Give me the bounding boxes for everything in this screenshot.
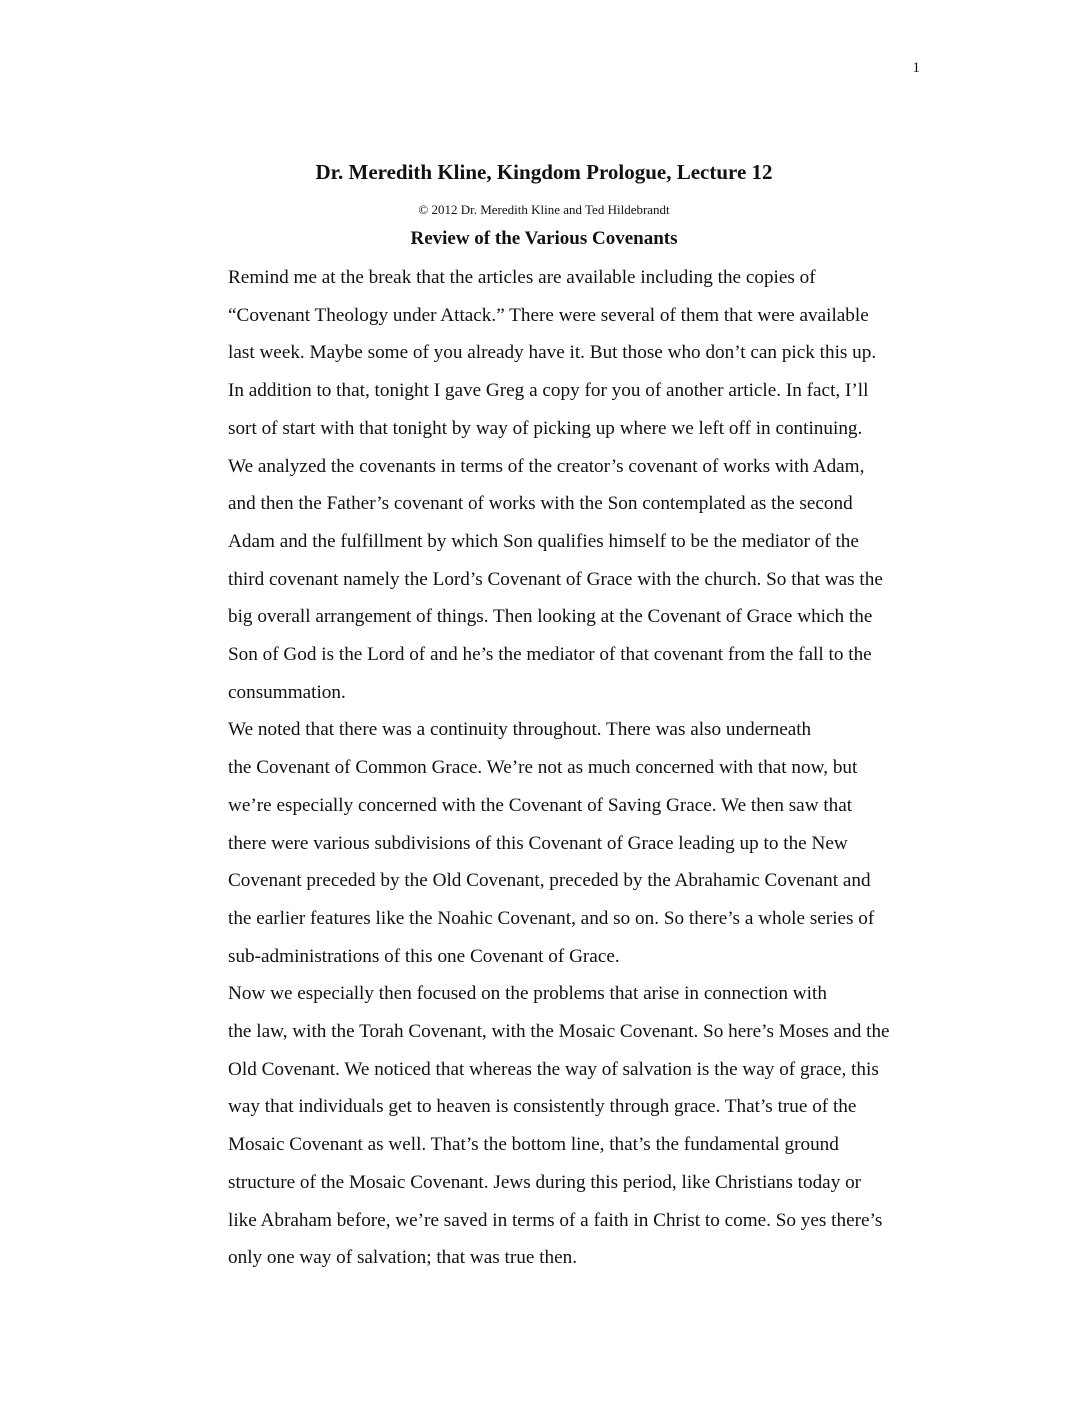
- text-line: the Covenant of Common Grace. We’re not as much concerned with that now, but: [228, 757, 858, 779]
- body-text: [167, 259, 927, 1277]
- text-line: there were various subdivisions of this Covenant of Grace leading up to the New: [228, 832, 848, 854]
- text-line: sort of start with that tonight by way of picking up where we left off in continuing.: [228, 417, 863, 439]
- text-line: Old Covenant. We noticed that whereas the way of salvation is the way of grace, this: [228, 1058, 879, 1080]
- copyright-notice: © 2012 Dr. Meredith Kline and Ted Hildebrandt: [418, 202, 670, 217]
- text-line: sub-administrations of this one Covenant of Grace.: [228, 945, 620, 967]
- text-line: and then the Father’s covenant of works with the Son contemplated as the second: [228, 493, 853, 515]
- text-line: structure of the Mosaic Covenant. Jews during this period, like Christians today or: [228, 1171, 862, 1193]
- text-line: In addition to that, tonight I gave Greg a copy for you of another article. In fact, I’ll: [228, 380, 869, 402]
- paragraph: [167, 975, 927, 1277]
- section-subtitle: Review of the Various Covenants: [410, 228, 678, 249]
- text-line: the earlier features like the Noahic Covenant, and so on. So there’s a whole series of: [228, 907, 875, 929]
- text-line: Mosaic Covenant as well. That’s the bottom line, that’s the fundamental ground: [228, 1134, 839, 1156]
- text-line: Son of God is the Lord of and he’s the mediator of that covenant from the fall to the: [228, 644, 872, 666]
- text-line: like Abraham before, we’re saved in terms of a faith in Christ to come. So yes there’s: [228, 1209, 883, 1231]
- text-line: consummation.: [228, 681, 346, 703]
- text-line: the law, with the Torah Covenant, with the Mosaic Covenant. So here’s Moses and the: [228, 1021, 890, 1043]
- text-line: third covenant namely the Lord’s Covenant of Grace with the church. So that was the: [228, 568, 883, 590]
- text-line: big overall arrangement of things. Then looking at the Covenant of Grace which the: [228, 606, 873, 628]
- text-line: We noted that there was a continuity throughout. There was also underneath: [228, 719, 812, 741]
- text-line: Covenant preceded by the Old Covenant, preceded by the Abrahamic Covenant and: [228, 870, 871, 892]
- document-title: Dr. Meredith Kline, Kingdom Prologue, Lecture 12: [315, 160, 773, 184]
- text-line: Adam and the fulfillment by which Son qualifies himself to be the mediator of the: [228, 530, 859, 552]
- paragraph: [167, 711, 927, 975]
- text-line: only one way of salvation; that was true then.: [228, 1247, 578, 1269]
- text-line: Now we especially then focused on the problems that arise in connection with: [228, 983, 827, 1005]
- page-number: 1: [912, 60, 920, 76]
- text-line: We analyzed the covenants in terms of the creator’s covenant of works with Adam,: [228, 455, 865, 477]
- paragraph: [167, 259, 927, 711]
- text-line: last week. Maybe some of you already have it. But those who don’t can pick this up.: [228, 342, 877, 364]
- text-line: we’re especially concerned with the Covenant of Saving Grace. We then saw that: [228, 794, 853, 816]
- text-line: “Covenant Theology under Attack.” There were several of them that were available: [228, 304, 869, 326]
- text-line: Remind me at the break that the articles are available including the copies of: [228, 267, 816, 288]
- text-line: way that individuals get to heaven is consistently through grace. That’s true of the: [228, 1096, 857, 1118]
